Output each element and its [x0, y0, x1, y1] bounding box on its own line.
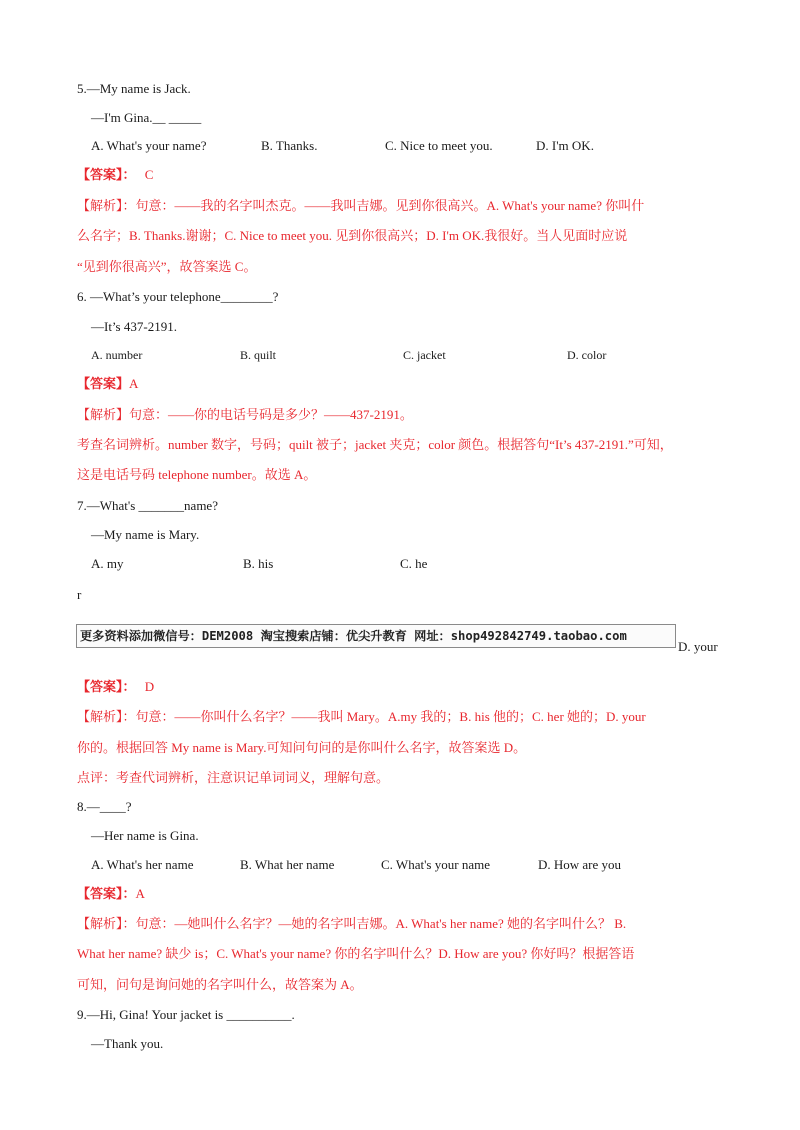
q6-answer-value: A: [129, 376, 139, 391]
q8-option-d: D. How are you: [538, 857, 622, 872]
q5-answer-value: C: [144, 167, 154, 182]
q6-option-d: D. color: [567, 348, 607, 362]
q6-option-a: A. number: [91, 348, 143, 362]
q8-answer: [77, 887, 145, 900]
q7-stem: 7.—What's _______name?: [77, 498, 218, 513]
q8-analysis-line-1: 【解析】：句意：—她叫什么名字？—她的名字叫吉娜。A. What's her name? 她的名字叫什么？ B.: [77, 916, 627, 931]
q7-answer-label: 【答案】：: [77, 679, 136, 694]
q5-option-d: D. I'm OK.: [536, 138, 594, 153]
q5-stem: 5.—My name is Jack.: [77, 81, 191, 96]
q7-option-b: B. his: [243, 556, 274, 571]
q7-option-c: C. he: [400, 556, 428, 571]
q8-option-a: A. What's her name: [91, 857, 194, 872]
q8-analysis-line-3: 可知，问句是询问她的名字叫什么，故答案为 A。: [77, 977, 363, 992]
q7-answer: [77, 680, 154, 693]
q6-answer-label: 【答案】: [77, 376, 130, 391]
q7-analysis-line-2: 你的。根据回答 My name is Mary.可知问句问的是你叫什么名字，故答案选 D。: [77, 740, 527, 755]
q8-option-b: B. What her name: [240, 857, 335, 872]
q6-option-c: C. jacket: [403, 348, 446, 362]
q8-analysis-line-2: What her name? 缺少 is；C. What's your name? 你的名字叫什么？D. How are you? 你好吗？根据答语: [77, 946, 635, 961]
q7-reply: —My name is Mary.: [91, 527, 200, 542]
q6-option-b: B. quilt: [240, 348, 277, 362]
q5-analysis-line-2: 么名字；B. Thanks.谢谢；C. Nice to meet you. 见到你很高兴；D. I'm OK.我很好。当人见面时应说: [77, 228, 628, 243]
q7-option-d: D. your: [678, 639, 718, 654]
q5-option-a: A. What's your name?: [91, 138, 207, 153]
q5-option-b: B. Thanks.: [261, 138, 318, 153]
q6-analysis-line-2: 考查名词辨析。number 数字，号码；quilt 被子；jacket 夹克；color 颜色。根据答句“It’s 437-2191.”可知，: [77, 437, 673, 452]
q5-option-c: C. Nice to meet you.: [385, 138, 493, 153]
q7-stray-char: r: [77, 587, 82, 602]
q7-option-a: A. my: [91, 556, 124, 571]
q6-analysis-line-1: 【解析】句意：——你的电话号码是多少？——437-2191。: [77, 407, 413, 422]
q6-answer: [77, 377, 138, 390]
q5-reply: —I'm Gina.__ _____: [91, 110, 202, 125]
q8-option-c: C. What's your name: [381, 857, 490, 872]
q5-analysis-line-3: “见到你很高兴”，故答案选 C。: [77, 259, 257, 274]
q7-comment: 点评：考查代词辨析，注意识记单词词义，理解句意。: [77, 770, 390, 785]
q8-reply: —Her name is Gina.: [91, 828, 199, 843]
q9-reply: —Thank you.: [91, 1036, 164, 1051]
q7-answer-value: D: [144, 679, 155, 694]
q6-analysis-line-3: 这是电话号码 telephone number。故选 A。: [77, 467, 317, 482]
q6-reply: —It’s 437-2191.: [91, 319, 177, 334]
q9-stem: 9.—Hi, Gina! Your jacket is __________.: [77, 1007, 295, 1022]
q8-answer-label: 【答案】：: [77, 886, 136, 901]
q8-answer-value: A: [135, 886, 145, 901]
q5-answer: [77, 168, 153, 181]
q8-stem: 8.—____?: [77, 799, 132, 814]
q6-stem: 6. —What’s your telephone________?: [77, 289, 279, 304]
q5-answer-label: 【答案】：: [77, 167, 136, 182]
q7-analysis-line-1: 【解析】：句意：——你叫什么名字？——我叫 Mary。A.my 我的；B. his 他的；C. her 她的；D. your: [77, 709, 646, 724]
promo-banner: 更多资料添加微信号：DEM2008 淘宝搜索店铺：优尖升教育 网址：shop492842749.taobao.com: [76, 624, 676, 648]
q5-analysis-line-1: 【解析】：句意：——我的名字叫杰克。——我叫吉娜。见到你很高兴。A. What's your name? 你叫什: [77, 198, 645, 213]
